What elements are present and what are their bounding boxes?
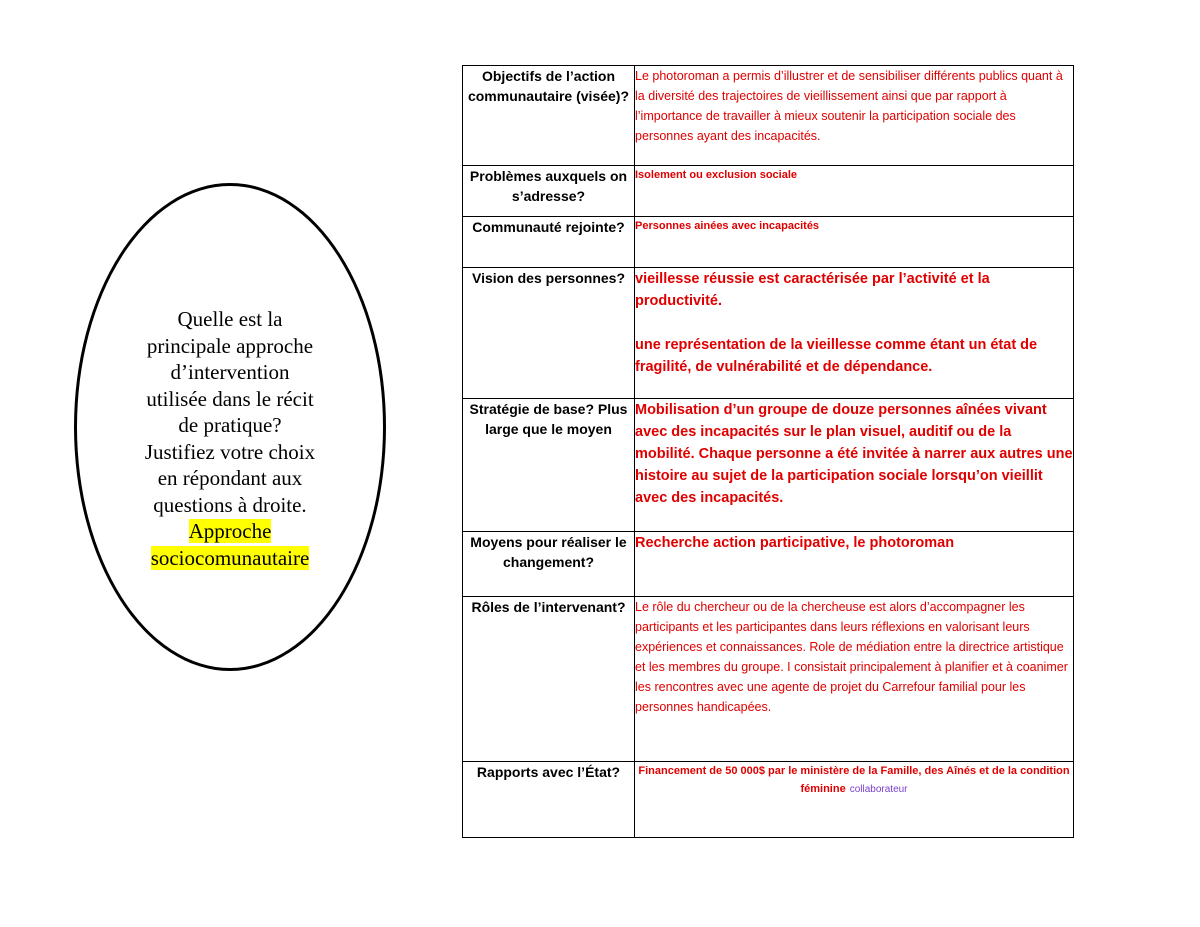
- question-line: Quelle est la: [177, 307, 283, 331]
- highlighted-answer: Approche: [188, 519, 272, 543]
- row-question: Rapports avec l’État?: [463, 762, 635, 838]
- row-question: Stratégie de base? Plus large que le moyen: [463, 399, 635, 532]
- table-row: [463, 762, 1074, 838]
- table-row: [463, 268, 1074, 399]
- row-answer: Recherche action participative, le photoroman: [635, 532, 1074, 597]
- question-line: en répondant aux: [157, 466, 303, 490]
- row-question: Communauté rejointe?: [463, 217, 635, 268]
- answer-paragraph: vieillesse réussie est caractérisée par l’activité et la productivité.: [635, 271, 990, 309]
- row-answer: Le rôle du chercheur ou de la chercheuse est alors d’accompagner les participants et les participantes dans leurs réflexions en valorisant leurs expériences et connaissances. Role de médiation entre la directrice artistique et les membres du groupe. I consistait principalement à planifier et à coanimer les rencontres avec une agente de projet du Carrefour familial pour les personnes handicapées.: [635, 597, 1074, 762]
- question-line: d’intervention: [170, 360, 290, 384]
- row-answer: Isolement ou exclusion sociale: [635, 166, 1074, 217]
- row-question: Problèmes auxquels on s’adresse?: [463, 166, 635, 217]
- answer-paragraph: une représentation de la vieillesse comme étant un état de fragilité, de vulnérabilité et de dépendance.: [635, 337, 1038, 375]
- analysis-table: [462, 65, 1074, 838]
- question-line: de pratique?: [178, 413, 282, 437]
- question-line: questions à droite.: [153, 492, 307, 517]
- question-line: utilisée dans le récit: [146, 386, 314, 411]
- row-answer: Le photoroman a permis d’illustrer et de sensibiliser différents publics quant à la diversité des trajectoires de vieillissement ainsi que par rapport à l’importance de travailler à mieux soutenir la participation sociale des personnes ayant des incapacités.: [635, 66, 1074, 166]
- row-answer: Mobilisation d’un groupe de douze personnes aînées vivant avec des incapacités sur le plan visuel, auditif ou de la mobilité. Chaque personne a été invitée à narrer aux autres une histoire au sujet de la participation sociale lorsqu’on vieillit avec des incapacités.: [635, 399, 1074, 532]
- collaborator-note: collaborateur: [849, 784, 908, 795]
- row-question: Objectifs de l’action communautaire (visée)?: [463, 66, 635, 166]
- row-question: Rôles de l’intervenant?: [463, 597, 635, 762]
- row-answer: [635, 762, 1074, 838]
- table-row: [463, 166, 1074, 217]
- row-question: Moyens pour réaliser le changement?: [463, 532, 635, 597]
- row-answer: Personnes ainées avec incapacités: [635, 217, 1074, 268]
- question-line: principale approche: [146, 333, 314, 358]
- table-row: [463, 532, 1074, 597]
- row-question: Vision des personnes?: [463, 268, 635, 399]
- table-row: [463, 66, 1074, 166]
- table-row: [463, 217, 1074, 268]
- ellipse-question: [104, 306, 356, 571]
- table-row: [463, 399, 1074, 532]
- highlighted-answer: sociocomunautaire: [150, 545, 310, 570]
- funding-text: Financement de 50 000$ par le ministère de la Famille, des Aînés et de la condition féminine: [638, 765, 1070, 795]
- row-answer: [635, 268, 1074, 399]
- question-line: Justifiez votre choix: [144, 439, 316, 464]
- table-row: [463, 597, 1074, 762]
